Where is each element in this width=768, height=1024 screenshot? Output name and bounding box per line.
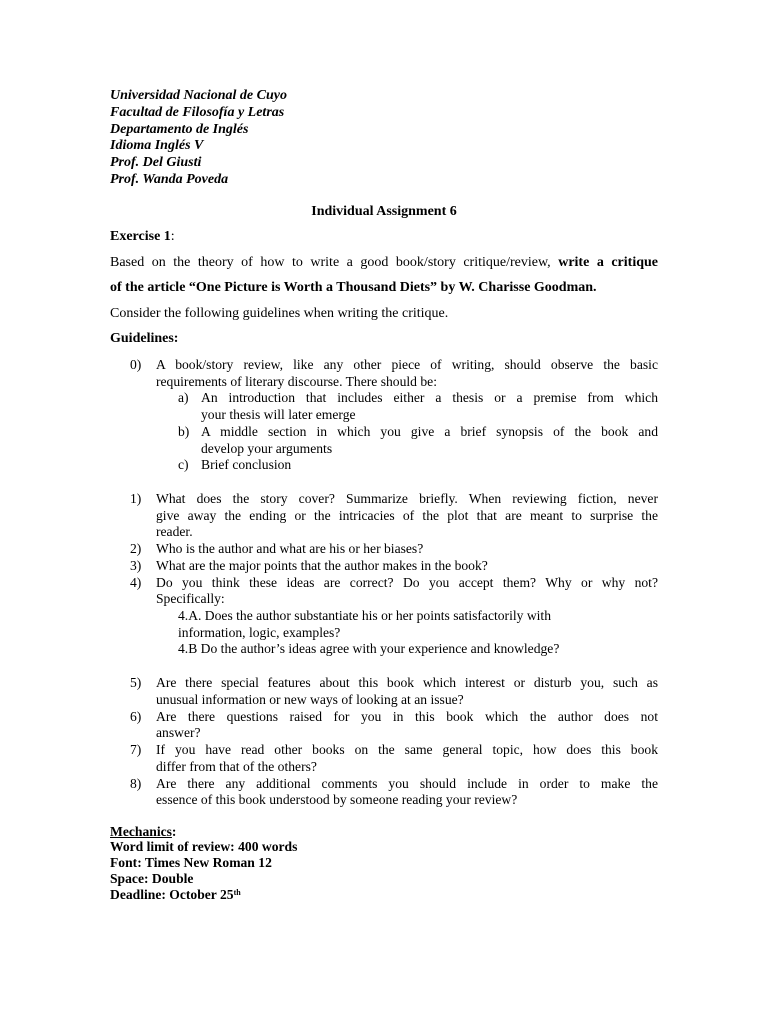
intro-line-1	[110, 255, 658, 271]
item-text: What does the story cover? Summarize briefly. When reviewing fiction, never	[156, 491, 658, 506]
item-number: 3)	[130, 558, 142, 573]
deadline	[110, 887, 241, 903]
header-line: Universidad Nacional de Cuyo	[110, 88, 287, 103]
intro-line-2: of the article “One Picture is Worth a Thousand Diets” by W. Charisse Goodman.	[110, 280, 597, 295]
mechanics-label: Mechanics	[110, 824, 172, 839]
item-text: Do you think these ideas are correct? Do you accept them? Why or why not?	[156, 575, 658, 590]
item-number: 4)	[130, 575, 142, 590]
consider-line: Consider the following guidelines when writing the critique.	[110, 306, 449, 321]
exercise-label: Exercise 1	[110, 229, 171, 244]
sub-text: An introduction that includes either a thesis or a premise from which	[201, 390, 658, 405]
item-text: Are there special features about this book which interest or disturb you, such as	[156, 675, 658, 690]
sub-letter: a)	[178, 390, 189, 405]
item-text: Specifically:	[156, 591, 225, 606]
sub-text: develop your arguments	[201, 441, 333, 456]
header-line: Facultad de Filosofía y Letras	[110, 105, 285, 120]
sub-letter: c)	[178, 457, 189, 472]
spacing-requirement: Space: Double	[110, 871, 194, 886]
item-number: 1)	[130, 491, 142, 506]
intro-text: Based on the theory of how to write a good book/story critique/review,	[110, 255, 559, 270]
item-text: If you have read other books on the same general topic, how does this book	[156, 742, 658, 757]
item-number: 7)	[130, 742, 142, 757]
intro-bold: write a critique	[558, 255, 658, 270]
item-text: differ from that of the others?	[156, 759, 317, 774]
mechanics-heading	[110, 824, 176, 840]
item-text: give away the ending or the intricacies of the plot that are meant to surprise the	[156, 508, 658, 523]
sub-letter: b)	[178, 424, 190, 439]
sub-text: A middle section in which you give a brief synopsis of the book and	[201, 424, 658, 439]
header-line: Prof. Del Giusti	[110, 155, 202, 170]
item-number: 5)	[130, 675, 142, 690]
font-requirement: Font: Times New Roman 12	[110, 855, 272, 870]
sub-item-4a-cont: information, logic, examples?	[178, 625, 341, 640]
item-number: 8)	[130, 776, 142, 791]
sub-text: your thesis will later emerge	[201, 407, 356, 422]
header-line: Departamento de Inglés	[110, 122, 249, 137]
mechanics-colon: :	[171, 824, 177, 839]
exercise-colon: :	[170, 229, 175, 244]
sub-text: Brief conclusion	[201, 457, 292, 472]
item-text: Are there any additional comments you should include in order to make the	[156, 776, 658, 791]
header-line: Prof. Wanda Poveda	[110, 172, 229, 187]
item-text: reader.	[156, 524, 193, 539]
item-text: unusual information or new ways of looking at an issue?	[156, 692, 464, 707]
sub-item-4b: 4.B Do the author’s ideas agree with your experience and knowledge?	[178, 641, 560, 656]
item-text: What are the major points that the author makes in the book?	[156, 558, 488, 573]
deadline-text: Deadline: October 25	[110, 887, 234, 902]
item-text: Are there questions raised for you in this book which the author does not	[156, 709, 658, 724]
item-number: 6)	[130, 709, 142, 724]
sub-item-4a: 4.A. Does the author substantiate his or her points satisfactorily with	[178, 608, 552, 623]
item-text: essence of this book understood by someone reading your review?	[156, 792, 518, 807]
item-text: A book/story review, like any other piece of writing, should observe the basic	[156, 357, 658, 372]
item-text: requirements of literary discourse. There should be:	[156, 374, 437, 389]
item-text: Who is the author and what are his or her biases?	[156, 541, 424, 556]
word-limit: Word limit of review: 400 words	[110, 839, 298, 854]
guidelines-label: Guidelines:	[110, 331, 179, 346]
header-line: Idioma Inglés V	[110, 138, 204, 153]
item-number: 0)	[130, 357, 142, 372]
assignment-title: Individual Assignment 6	[311, 204, 457, 219]
item-text: answer?	[156, 725, 201, 740]
item-number: 2)	[130, 541, 142, 556]
exercise-heading	[110, 229, 175, 245]
deadline-superscript: th	[233, 888, 241, 897]
